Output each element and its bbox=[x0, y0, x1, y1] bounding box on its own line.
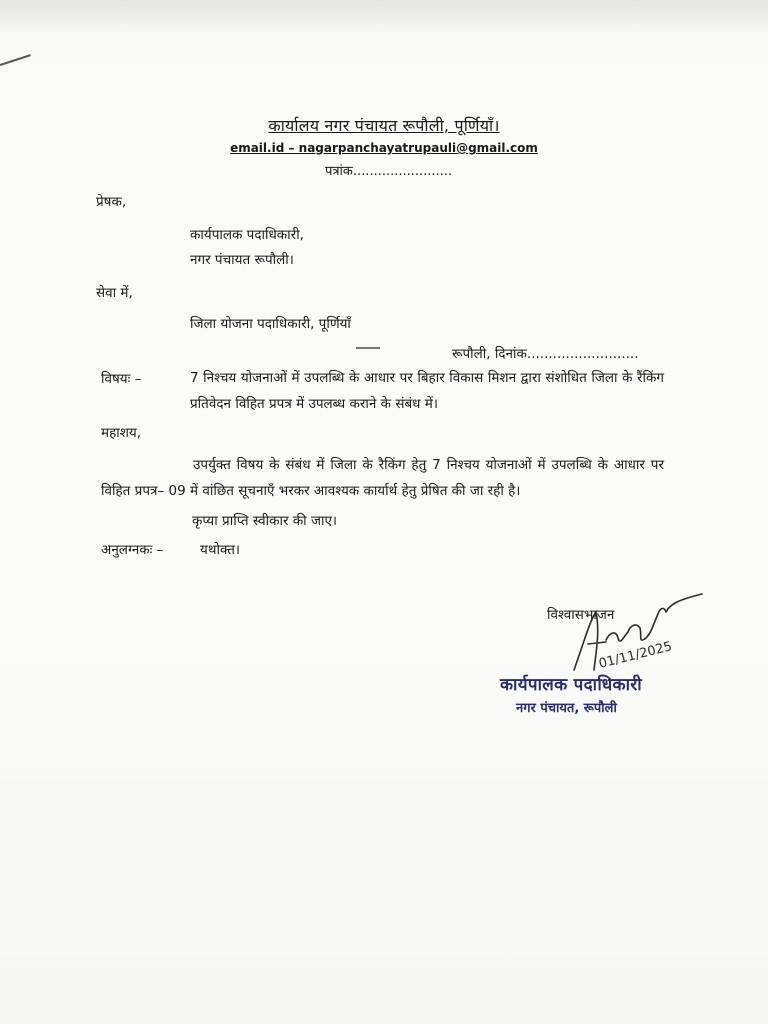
subject-text: 7 निश्चय योजनाओं में उपलब्धि के आधार पर बिहार विकास मिशन द्वारा संशोधित जिला के रैंकिंग प्रतिवेदन विहित प्रपत्र में उपलब्ध कराने के संबंध में। bbox=[190, 370, 664, 412]
sender-line-1: कार्यपालक पदाधिकारी, bbox=[190, 227, 304, 243]
stray-dash bbox=[356, 347, 380, 349]
place-date: रूपौली, दिनांक.......................... bbox=[452, 346, 639, 362]
pen-mark bbox=[0, 54, 31, 66]
body-paragraph: उपर्युक्त विषय के संबंध में जिला के रैकिंग हेतु 7 निश्चय योजनाओं में उपलब्धि के आधार पर विहित प्रपत्र– 09 में वांछित सूचनाएँ भरकर आवश्यक कार्यार्थ हेतु प्रेषित की जा रही है। bbox=[101, 457, 664, 499]
enclosure-label: अनुलग्नकः – bbox=[101, 542, 164, 558]
reference-number: पत्रांक........................ bbox=[325, 164, 453, 179]
handwritten-signature bbox=[566, 592, 706, 682]
signature-date: 01/11/2025 bbox=[597, 639, 674, 672]
salutation: महाशय, bbox=[101, 425, 142, 441]
enclosure-value: यथोक्त। bbox=[200, 542, 241, 558]
scan-top-edge bbox=[0, 0, 768, 30]
sender-line-2: नगर पंचायत रूपौली। bbox=[190, 252, 294, 268]
office-title: कार्यालय नगर पंचायत रूपौली, पूर्णियाँ। bbox=[268, 116, 500, 135]
stamp-office: नगर पंचायत, रूपौली bbox=[516, 701, 617, 716]
subject-label: विषयः – bbox=[101, 371, 142, 387]
recipient-line-1: जिला योजना पदाधिकारी, पूर्णियाँ bbox=[190, 316, 351, 332]
office-email: email.id – nagarpanchayatrupauli@gmail.com bbox=[230, 141, 538, 155]
sender-label: प्रेषक, bbox=[96, 194, 127, 210]
recipient-label: सेवा में, bbox=[96, 285, 133, 301]
yours-faithfully: विश्वासभाजन bbox=[547, 607, 615, 623]
request-line: कृप्या प्राप्ति स्वीकार की जाए। bbox=[192, 513, 338, 529]
stamp-designation: कार्यपालक पदाधिकारी bbox=[500, 675, 642, 695]
